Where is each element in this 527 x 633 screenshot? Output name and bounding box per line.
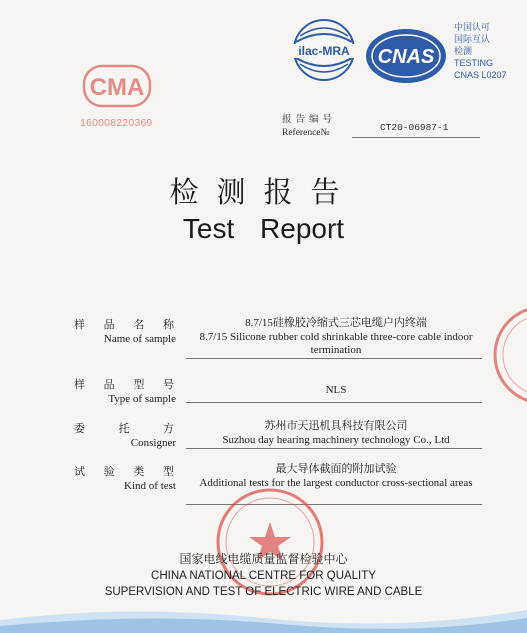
accreditation-line: 中国认可 bbox=[454, 22, 491, 32]
page-title-cn: 检测报告 bbox=[169, 175, 358, 209]
label-en: Type of sample bbox=[108, 393, 176, 405]
field-label-kind-of-test bbox=[66, 465, 176, 493]
reference-label-en: Reference№ bbox=[282, 128, 330, 138]
label-char: 名 bbox=[133, 319, 145, 331]
label-char: 品 bbox=[103, 319, 115, 331]
accreditation-line: 检测 bbox=[454, 46, 473, 56]
field-value-type-of-sample bbox=[186, 384, 486, 398]
cma-stamp-logo bbox=[82, 64, 152, 108]
svg-text:ilac-MRA: ilac-MRA bbox=[298, 44, 350, 58]
label-char: 品 bbox=[103, 379, 115, 391]
issuer-name-cn: 国家电线电缆质量监督检验中心 bbox=[179, 552, 348, 566]
accreditation-line: 国际互认 bbox=[454, 34, 491, 44]
value-en: Additional tests for the largest conductor cross-sectional areas bbox=[199, 476, 473, 489]
label-char: 型 bbox=[162, 466, 174, 478]
field-underline bbox=[186, 358, 482, 359]
issuer-name-en-line: SUPERVISION AND TEST OF ELECTRIC WIRE AND CABLE bbox=[104, 586, 423, 598]
partial-red-seal bbox=[488, 300, 527, 410]
field-label-name-of-sample bbox=[66, 318, 176, 346]
field-underline bbox=[186, 448, 482, 449]
value-cn: 苏州市天迅机具科技有限公司 bbox=[264, 420, 408, 432]
accreditation-text bbox=[454, 21, 507, 81]
label-char: 号 bbox=[162, 379, 174, 391]
label-char: 托 bbox=[118, 423, 130, 435]
reference-underline bbox=[352, 137, 480, 138]
label-char: 方 bbox=[163, 423, 174, 435]
field-label-type-of-sample bbox=[66, 378, 176, 406]
label-en: Kind of test bbox=[124, 480, 176, 492]
field-value-consigner bbox=[186, 420, 486, 447]
issuer-name-en-line: CHINA NATIONAL CENTRE FOR QUALITY bbox=[151, 570, 376, 582]
accreditation-line: TESTING bbox=[454, 58, 494, 68]
label-char: 委 bbox=[74, 423, 85, 435]
cnas-logo bbox=[364, 26, 448, 86]
cma-number: 160008220369 bbox=[80, 117, 153, 129]
svg-text:CNAS: CNAS bbox=[377, 46, 435, 68]
label-en: Consigner bbox=[130, 437, 176, 449]
label-char: 类 bbox=[133, 466, 145, 478]
value-cn: 最大导体截面的附加试验 bbox=[275, 463, 397, 475]
label-char: 验 bbox=[103, 466, 115, 478]
svg-text:CMA: CMA bbox=[89, 74, 145, 101]
accreditation-line: CNAS L0207 bbox=[454, 70, 507, 80]
value-en: 8.7/15 Silicone rubber cold shrinkable three-core cable indoor termination bbox=[199, 330, 473, 356]
field-value-name-of-sample bbox=[186, 317, 486, 358]
label-char: 样 bbox=[74, 379, 85, 391]
value-en: NLS bbox=[325, 384, 347, 396]
decorative-wave bbox=[0, 600, 527, 633]
value-cn: 8.7/15硅橡胶冷缩式三芯电缆户内终端 bbox=[245, 317, 427, 329]
field-label-consigner bbox=[66, 422, 176, 450]
label-char: 型 bbox=[133, 379, 145, 391]
value-en: Suzhou day hearing machinery technology Co., Ltd bbox=[222, 433, 450, 446]
ilac-mra-logo bbox=[286, 16, 362, 86]
reference-number: CT20-06987-1 bbox=[380, 122, 449, 133]
page-title-en: Test Report bbox=[182, 213, 345, 244]
reference-label-cn: 报告编号 bbox=[282, 115, 337, 125]
label-char: 称 bbox=[162, 319, 174, 331]
field-underline bbox=[186, 402, 482, 403]
label-char: 样 bbox=[74, 319, 85, 331]
reference-label bbox=[282, 114, 336, 140]
issuer-name-en bbox=[0, 568, 527, 600]
label-en: Name of sample bbox=[103, 333, 176, 345]
label-char: 试 bbox=[74, 466, 85, 478]
